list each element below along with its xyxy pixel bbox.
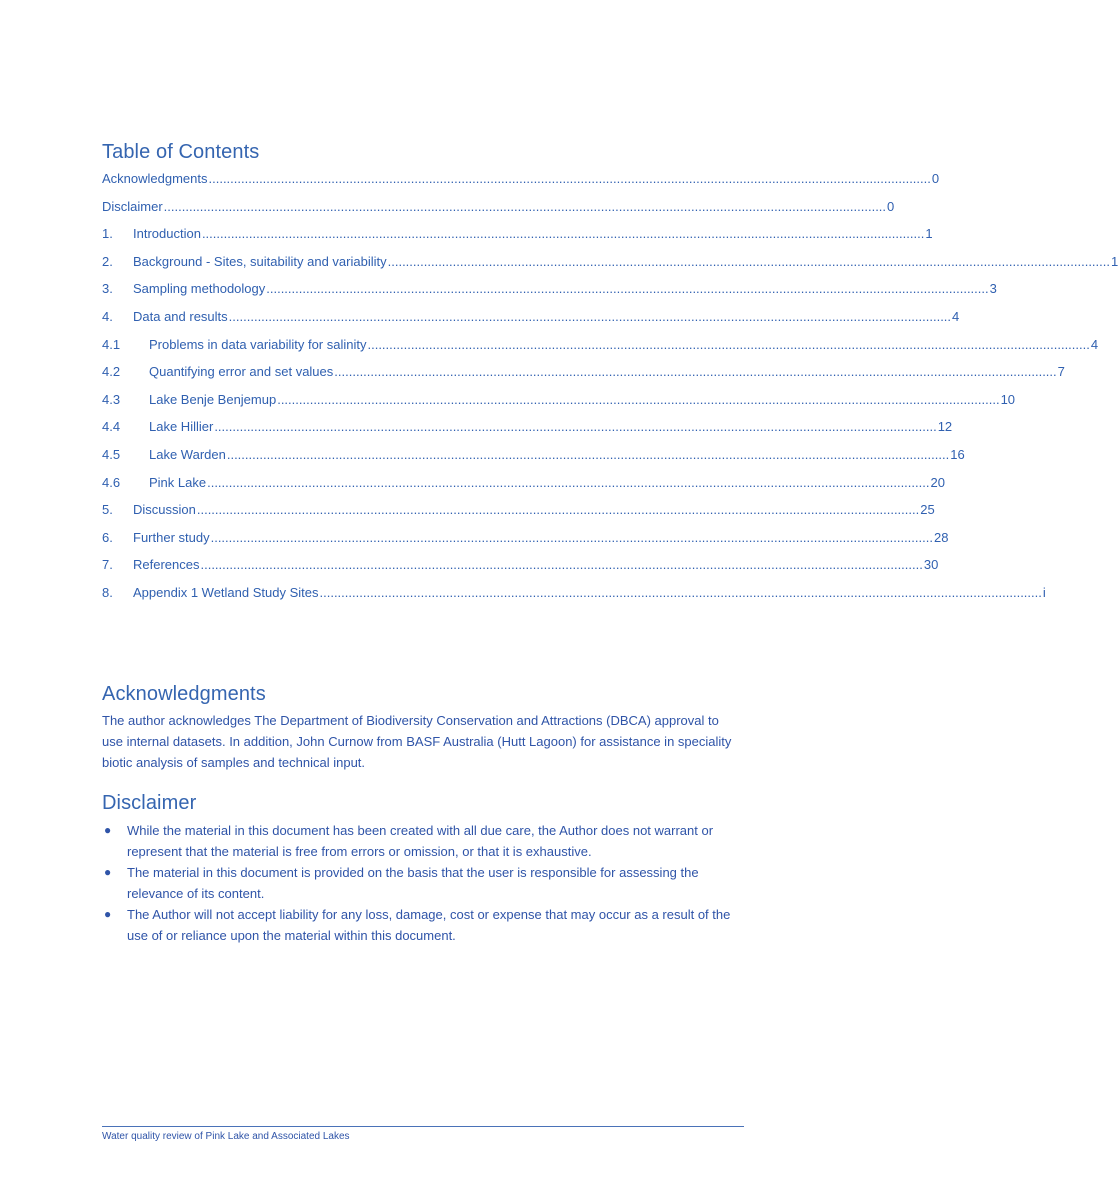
toc-entry-number: 3. [102,281,113,297]
toc-entry-number: 4.6 [102,474,121,490]
disclaimer-item-text: While the material in this document has been created with all due care, the Author does not warrant or represent that the material is free from errors or omission, or that it is exhaustive. [127,823,714,859]
footer-divider [102,1126,744,1127]
disclaimer-item [102,862,742,904]
disclaimer-item [102,904,742,946]
toc-leader-dots: ........................................................................................................................................................................................................ [163,198,887,214]
footer-text: Water quality review of Pink Lake and Associated Lakes [102,1131,350,1142]
toc-entry[interactable] [102,584,1046,613]
toc-entry-page: 3 [989,281,997,297]
toc-entry-page: 20 [930,474,945,490]
toc-entry-number: 4.2 [102,364,121,380]
toc-entry-title[interactable]: References [133,557,200,573]
acknowledgments-text: The author acknowledges The Department of Biodiversity Conservation and Attractions (DBCA) approval to use internal datasets. In addition, John Curnow from BASF Australia (Hutt Lagoon) for assistance in speciality biotic analysis of samples and technical input. [102,713,732,770]
bullet-icon: ● [104,865,112,879]
toc-entry-page: 1 [925,226,933,242]
toc-leader-dots: ........................................................................................................................................................................................................ [226,446,950,462]
disclaimer-list [102,820,742,946]
toc-entry-number: 4.3 [102,391,121,407]
toc-entry-title[interactable]: Lake Benje Benjemup [149,391,277,407]
toc-entry-title[interactable]: Data and results [133,308,228,324]
toc-entry-page: i [1042,584,1046,600]
acknowledgments-heading: Acknowledgments [102,683,266,705]
toc-entry-page: 7 [1057,364,1065,380]
toc-entry[interactable] [102,391,1016,420]
toc-entry-number: 5. [102,502,113,518]
toc-entry-page: 28 [933,529,949,545]
toc-entry-page: 0 [931,171,940,186]
toc-entry-page: 4 [1090,336,1099,352]
toc-entry-page: 30 [923,557,939,573]
disclaimer-item-text: The material in this document is provided on the basis that the user is responsible for assessing the relevance of its content. [127,865,699,901]
toc-entry-title[interactable]: Disclaimer [102,198,163,214]
toc-entry[interactable] [102,529,949,558]
toc-entry-title[interactable]: Lake Hillier [149,419,214,435]
toc-entry-number: 1. [102,226,113,242]
toc-leader-dots: ........................................................................................................................................................................................................ [210,529,933,545]
disclaimer-heading: Disclaimer [102,792,197,814]
toc-leader-dots: ........................................................................................................................................................................................................ [367,336,1090,352]
disclaimer-item-text: The Author will not accept liability for any loss, damage, cost or expense that may occur as a result of the use of or reliance upon the material within this document. [127,907,731,943]
toc-entry-title[interactable]: Appendix 1 Wetland Study Sites [133,584,319,600]
toc-leader-dots: ........................................................................................................................................................................................................ [207,474,930,490]
toc-leader-dots: ........................................................................................................................................................................................................ [266,281,989,297]
toc-entry-title[interactable]: Further study [133,529,210,545]
toc-entry-number: 6. [102,529,113,545]
toc-leader-dots: ........................................................................................................................................................................................................ [277,391,1000,407]
toc-entry-page: 25 [920,502,935,518]
toc-entry-title[interactable]: Problems in data variability for salinity [149,336,367,352]
toc-entry-title[interactable]: Pink Lake [149,474,207,490]
toc-entry-number: 4.5 [102,446,121,462]
toc-entry[interactable] [102,198,895,227]
toc-entry-page: 16 [950,446,965,462]
toc-entry-title[interactable]: Acknowledgments [102,171,208,186]
table-of-contents [102,171,1118,613]
toc-leader-dots: ........................................................................................................................................................................................................ [228,308,952,324]
toc-entry-page: 12 [937,419,953,435]
toc-entry-page: 0 [887,198,895,214]
bullet-icon: ● [104,907,112,921]
toc-entry[interactable] [102,474,945,503]
toc-entry-number: 4. [102,308,113,324]
toc-entry[interactable] [102,253,1118,282]
toc-title: Table of Contents [102,141,260,163]
toc-entry-page: 1 [1111,253,1118,269]
toc-entry-number: 7. [102,557,113,573]
toc-leader-dots: ........................................................................................................................................................................................................ [214,419,937,435]
toc-entry-title[interactable]: Lake Warden [149,446,226,462]
toc-entry-number: 4.4 [102,419,121,435]
toc-leader-dots: ........................................................................................................................................................................................................ [200,557,923,573]
toc-entry-title[interactable]: Background - Sites, suitability and variability [133,253,387,269]
toc-entry-title[interactable]: Discussion [133,502,196,518]
toc-entry[interactable] [102,171,940,199]
toc-leader-dots: ........................................................................................................................................................................................................ [196,502,920,518]
toc-leader-dots: ........................................................................................................................................................................................................ [201,226,925,242]
toc-entry[interactable] [102,226,933,254]
toc-entry[interactable] [102,557,939,585]
toc-entry-title[interactable]: Introduction [133,226,201,242]
toc-leader-dots: ........................................................................................................................................................................................................ [334,364,1057,380]
toc-entry[interactable] [102,308,960,337]
toc-entry-title[interactable]: Quantifying error and set values [149,364,334,380]
toc-leader-dots: ........................................................................................................................................................................................................ [387,253,1110,269]
toc-leader-dots: ........................................................................................................................................................................................................ [319,584,1042,600]
toc-entry-number: 2. [102,253,113,269]
toc-entry-page: 10 [1000,391,1016,407]
toc-leader-dots: ........................................................................................................................................................................................................ [208,171,931,186]
toc-entry[interactable] [102,502,935,530]
toc-entry[interactable] [102,364,1065,392]
toc-entry[interactable] [102,446,965,475]
toc-entry-number: 8. [102,584,113,600]
toc-entry[interactable] [102,419,953,447]
toc-entry[interactable] [102,336,1099,365]
toc-entry-page: 4 [952,308,960,324]
toc-entry-number: 4.1 [102,336,121,352]
bullet-icon: ● [104,823,112,837]
toc-entry-title[interactable]: Sampling methodology [133,281,266,297]
toc-entry[interactable] [102,281,997,309]
disclaimer-item [102,820,742,862]
